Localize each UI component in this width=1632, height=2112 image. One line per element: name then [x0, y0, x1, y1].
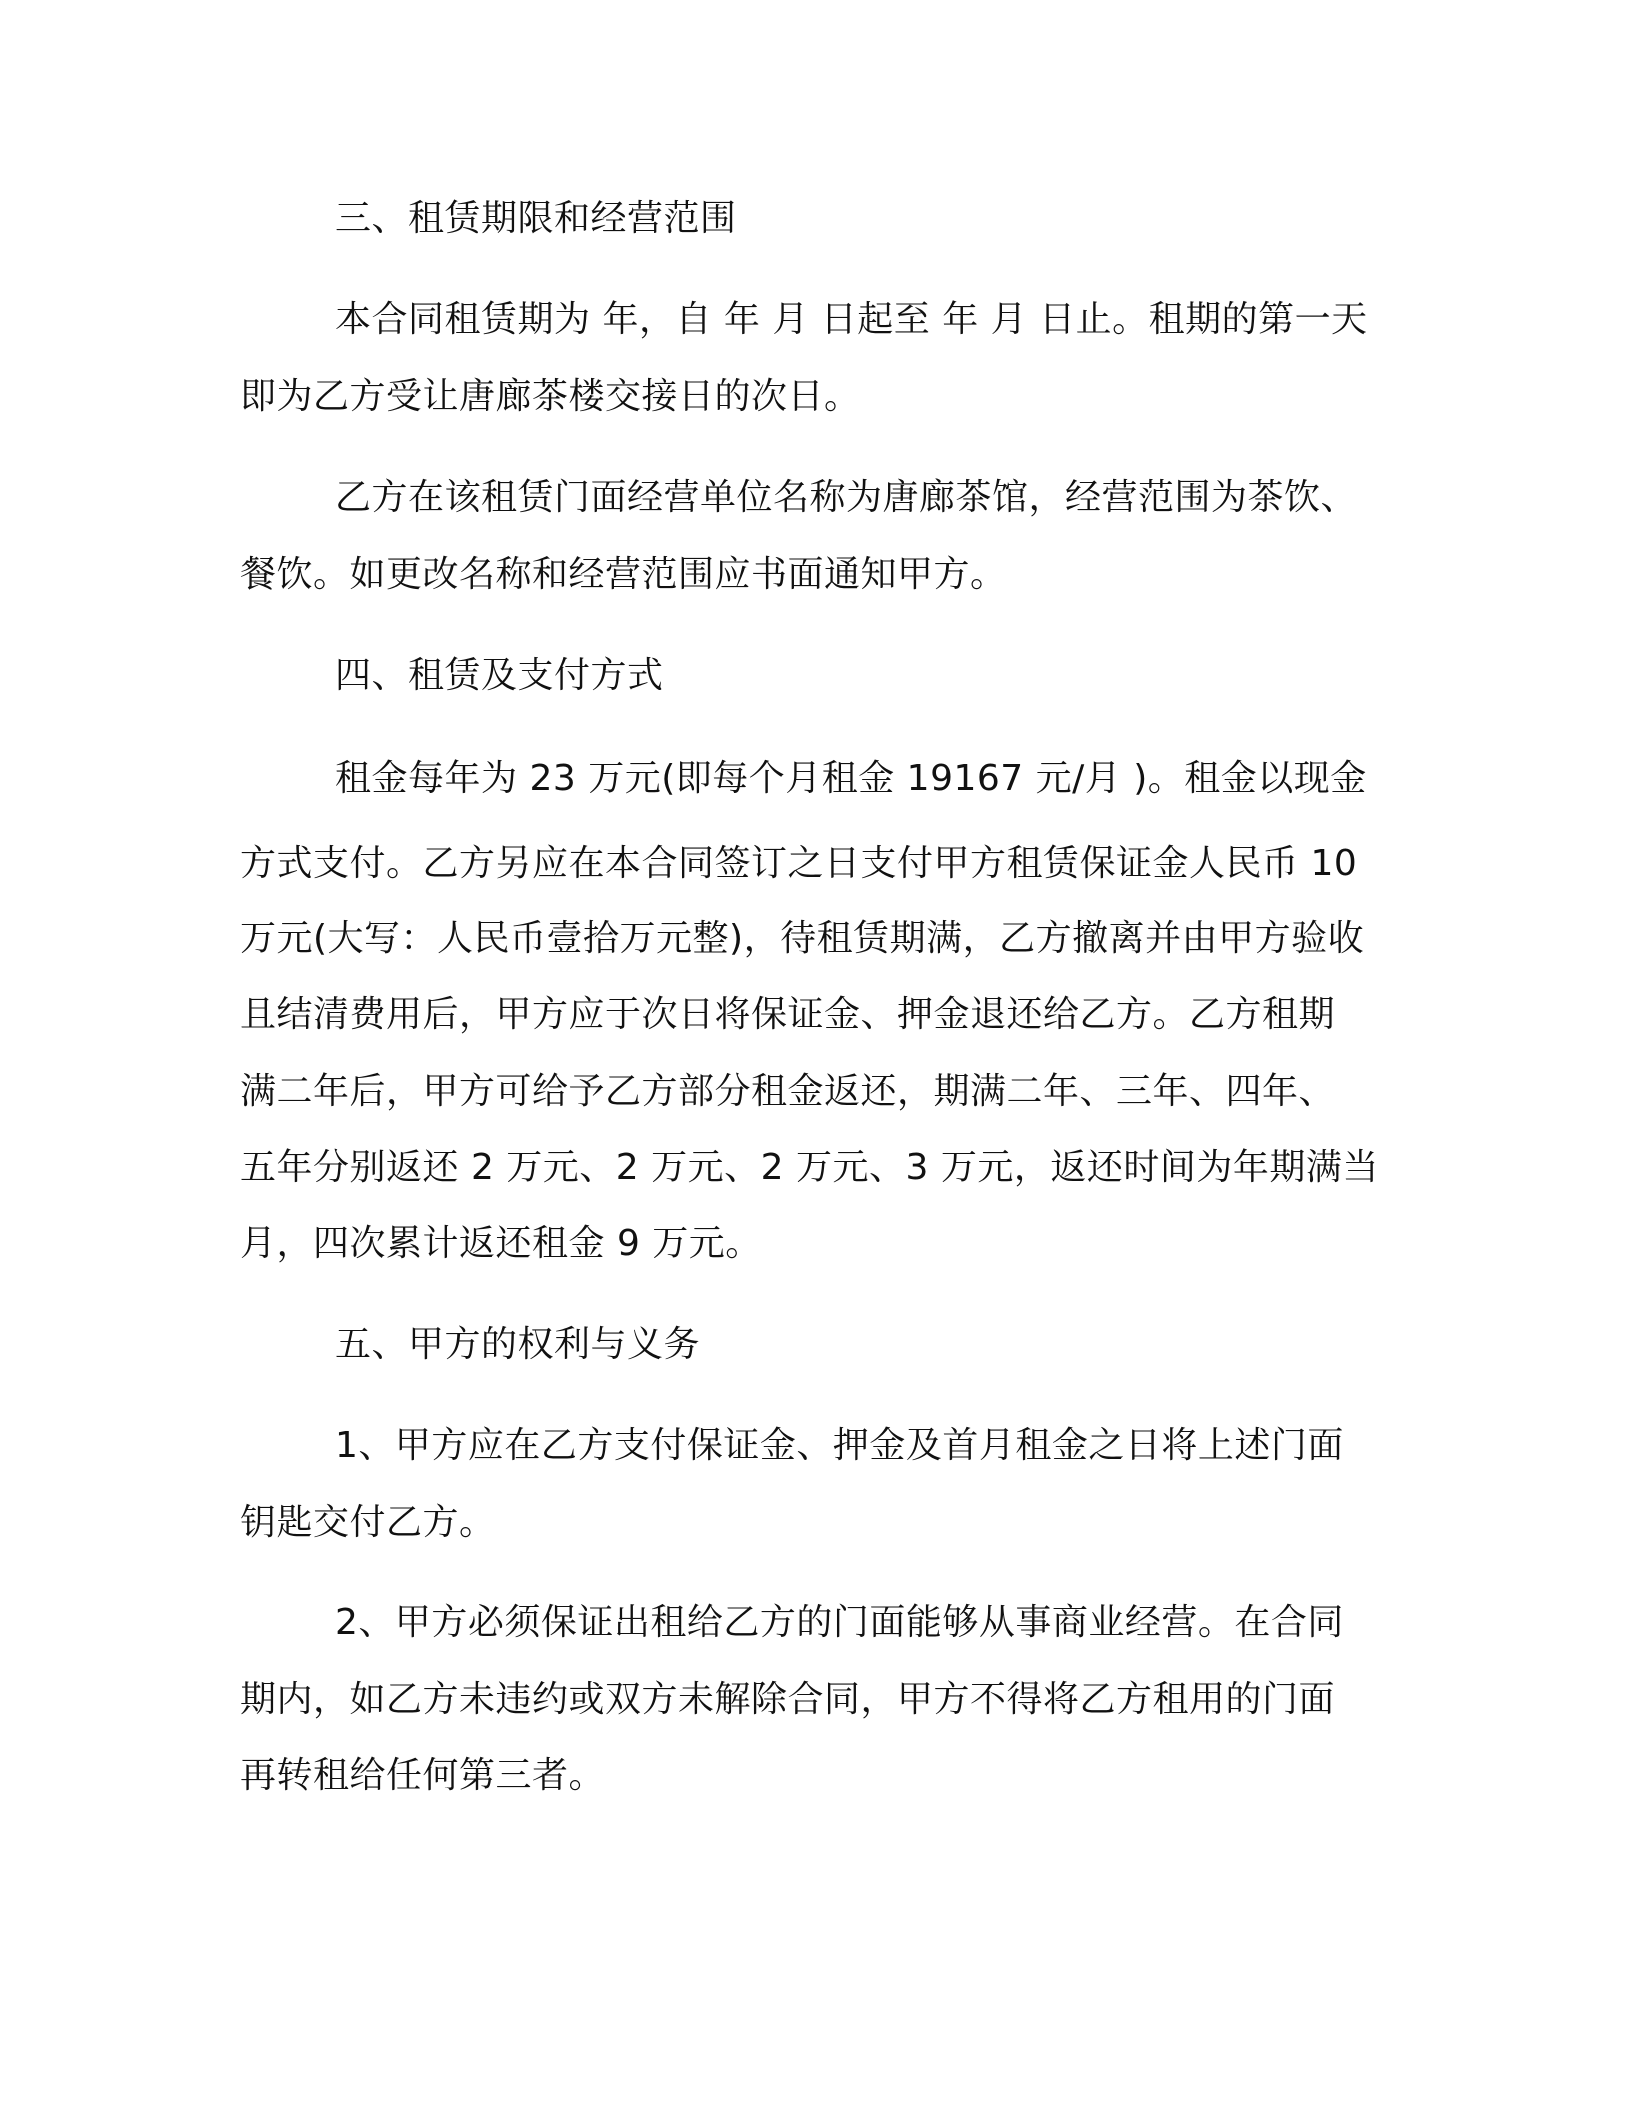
- section-heading-rent-payment: 四、租赁及支付方式: [335, 655, 664, 696]
- paragraph-line: 1、甲方应在乙方支付保证金、押金及首月租金之日将上述门面: [335, 1425, 1344, 1466]
- paragraph-line: 餐饮。如更改名称和经营范围应书面通知甲方。: [240, 554, 1007, 595]
- paragraph-line: 即为乙方受让唐廊茶楼交接日的次日。: [240, 376, 861, 417]
- paragraph-line: 钥匙交付乙方。: [240, 1502, 496, 1543]
- paragraph-line: 租金每年为 23 万元(即每个月租金 19167 元/月 )。租金以现金: [335, 758, 1367, 799]
- paragraph-line: 乙方在该租赁门面经营单位名称为唐廊茶馆，经营范围为茶饮、: [335, 477, 1358, 518]
- paragraph-line: 万元(大写：人民币壹拾万元整)，待租赁期满，乙方撤离并由甲方验收: [240, 918, 1365, 959]
- paragraph-line: 再转租给任何第三者。: [240, 1755, 606, 1796]
- section-heading-lease-term: 三、租赁期限和经营范围: [335, 198, 737, 239]
- paragraph-line: 期内，如乙方未违约或双方未解除合同，甲方不得将乙方租用的门面: [240, 1679, 1336, 1720]
- paragraph-line: 五年分别返还 2 万元、2 万元、2 万元、3 万元，返还时间为年期满当: [240, 1147, 1379, 1188]
- paragraph-line: 月，四次累计返还租金 9 万元。: [240, 1223, 762, 1264]
- paragraph-line: 2、甲方必须保证出租给乙方的门面能够从事商业经营。在合同: [335, 1602, 1344, 1643]
- paragraph-line: 方式支付。乙方另应在本合同签订之日支付甲方租赁保证金人民币 10: [240, 843, 1358, 884]
- section-heading-party-a-rights: 五、甲方的权利与义务: [335, 1324, 701, 1365]
- paragraph-line: 满二年后，甲方可给予乙方部分租金返还，期满二年、三年、四年、: [240, 1071, 1336, 1112]
- paragraph-line: 且结清费用后，甲方应于次日将保证金、押金退还给乙方。乙方租期: [240, 994, 1336, 1035]
- paragraph-line: 本合同租赁期为 年，自 年 月 日起至 年 月 日止。租期的第一天: [335, 299, 1368, 340]
